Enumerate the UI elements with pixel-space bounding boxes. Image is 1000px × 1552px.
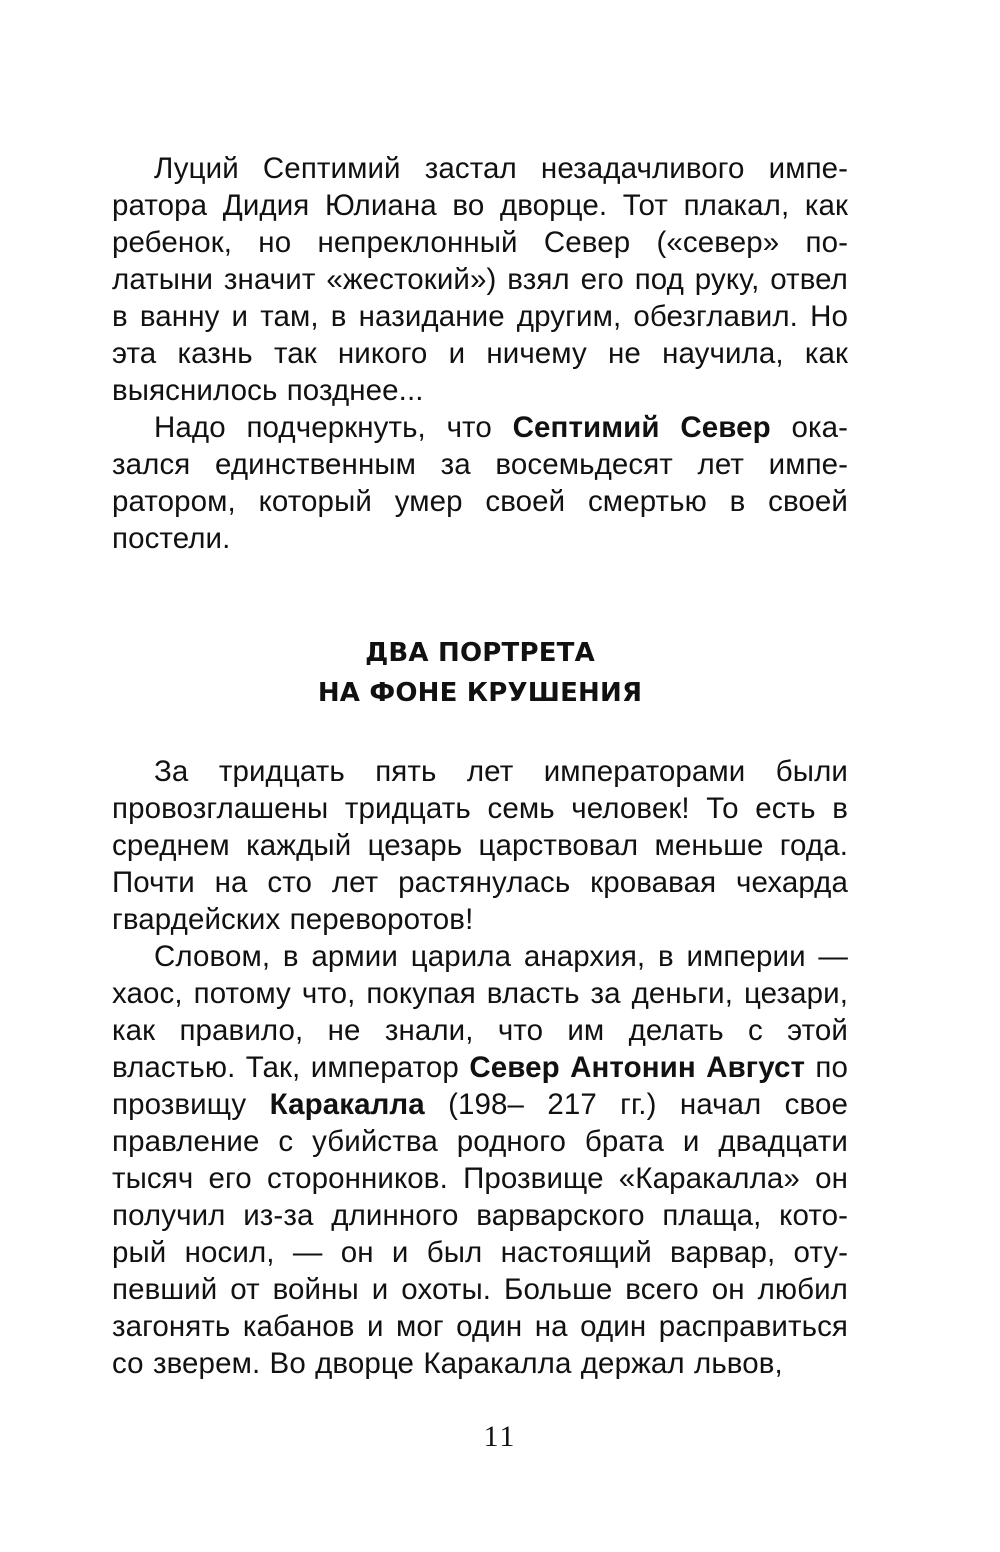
page-number: 11 [483, 1420, 517, 1453]
text-run: оказался единственным за восемьдесят лет императором, который умер своей смертью в своей постели. [112, 411, 848, 555]
paragraph [112, 150, 848, 409]
bold-name: Север Антонин Август [469, 1051, 806, 1084]
paragraph [112, 409, 848, 557]
paragraph [112, 753, 848, 938]
text-run: За тридцать пять лет императорами были провозглашены тридцать семь человек! То есть в среднем каждый цезарь царствовал меньше года. Почти на сто лет растянулась кровавая чехарда гвардейских переворотов! [112, 755, 848, 936]
text-run: по прозвищу [112, 1051, 848, 1121]
section-heading [112, 633, 848, 713]
text-run: Надо подчеркнуть, что [154, 411, 513, 444]
paragraph [112, 938, 848, 1382]
text-block-bottom [112, 753, 848, 1382]
text-run: (198– 217 гг.) начал свое правление с убийства родного брата и двадцати тысяч его сторонников. Прозвище «Каракалла» он получил из-за длинного варварского плаща, который носил, — он и был настоящий варвар, отупевший от войны и охоты. Больше всего он любил загонять кабанов и мог один на один расправиться со зверем. Во дворце Каракалла держал львов, [112, 1088, 848, 1380]
text-run: Луций Септимий застал незадачливого императора Дидия Юлиана во дворце. Тот плакал, как ребенок, но непреклонный Север («север» по-латыни значит «жестокий») взял его под руку, отвел в ванну и там, в назидание другим, обезглавил. Но эта казнь так никого и ничему не научила, как выяснилось позднее... [112, 152, 848, 407]
page-body [112, 150, 848, 1382]
text-block-top [112, 150, 848, 557]
text-run: Словом, в армии царила анархия, в империи — хаос, потому что, покупая власть за деньги, цезари, как правило, не знали, что им делать с этой властью. Так, император [112, 940, 848, 1084]
section-heading-line-1: ДВА ПОРТРЕТА [365, 638, 595, 668]
bold-name: Септимий Север [512, 411, 771, 444]
section-heading-line-2: НА ФОНЕ КРУШЕНИЯ [317, 678, 643, 708]
bold-name: Каракалла [269, 1088, 425, 1121]
